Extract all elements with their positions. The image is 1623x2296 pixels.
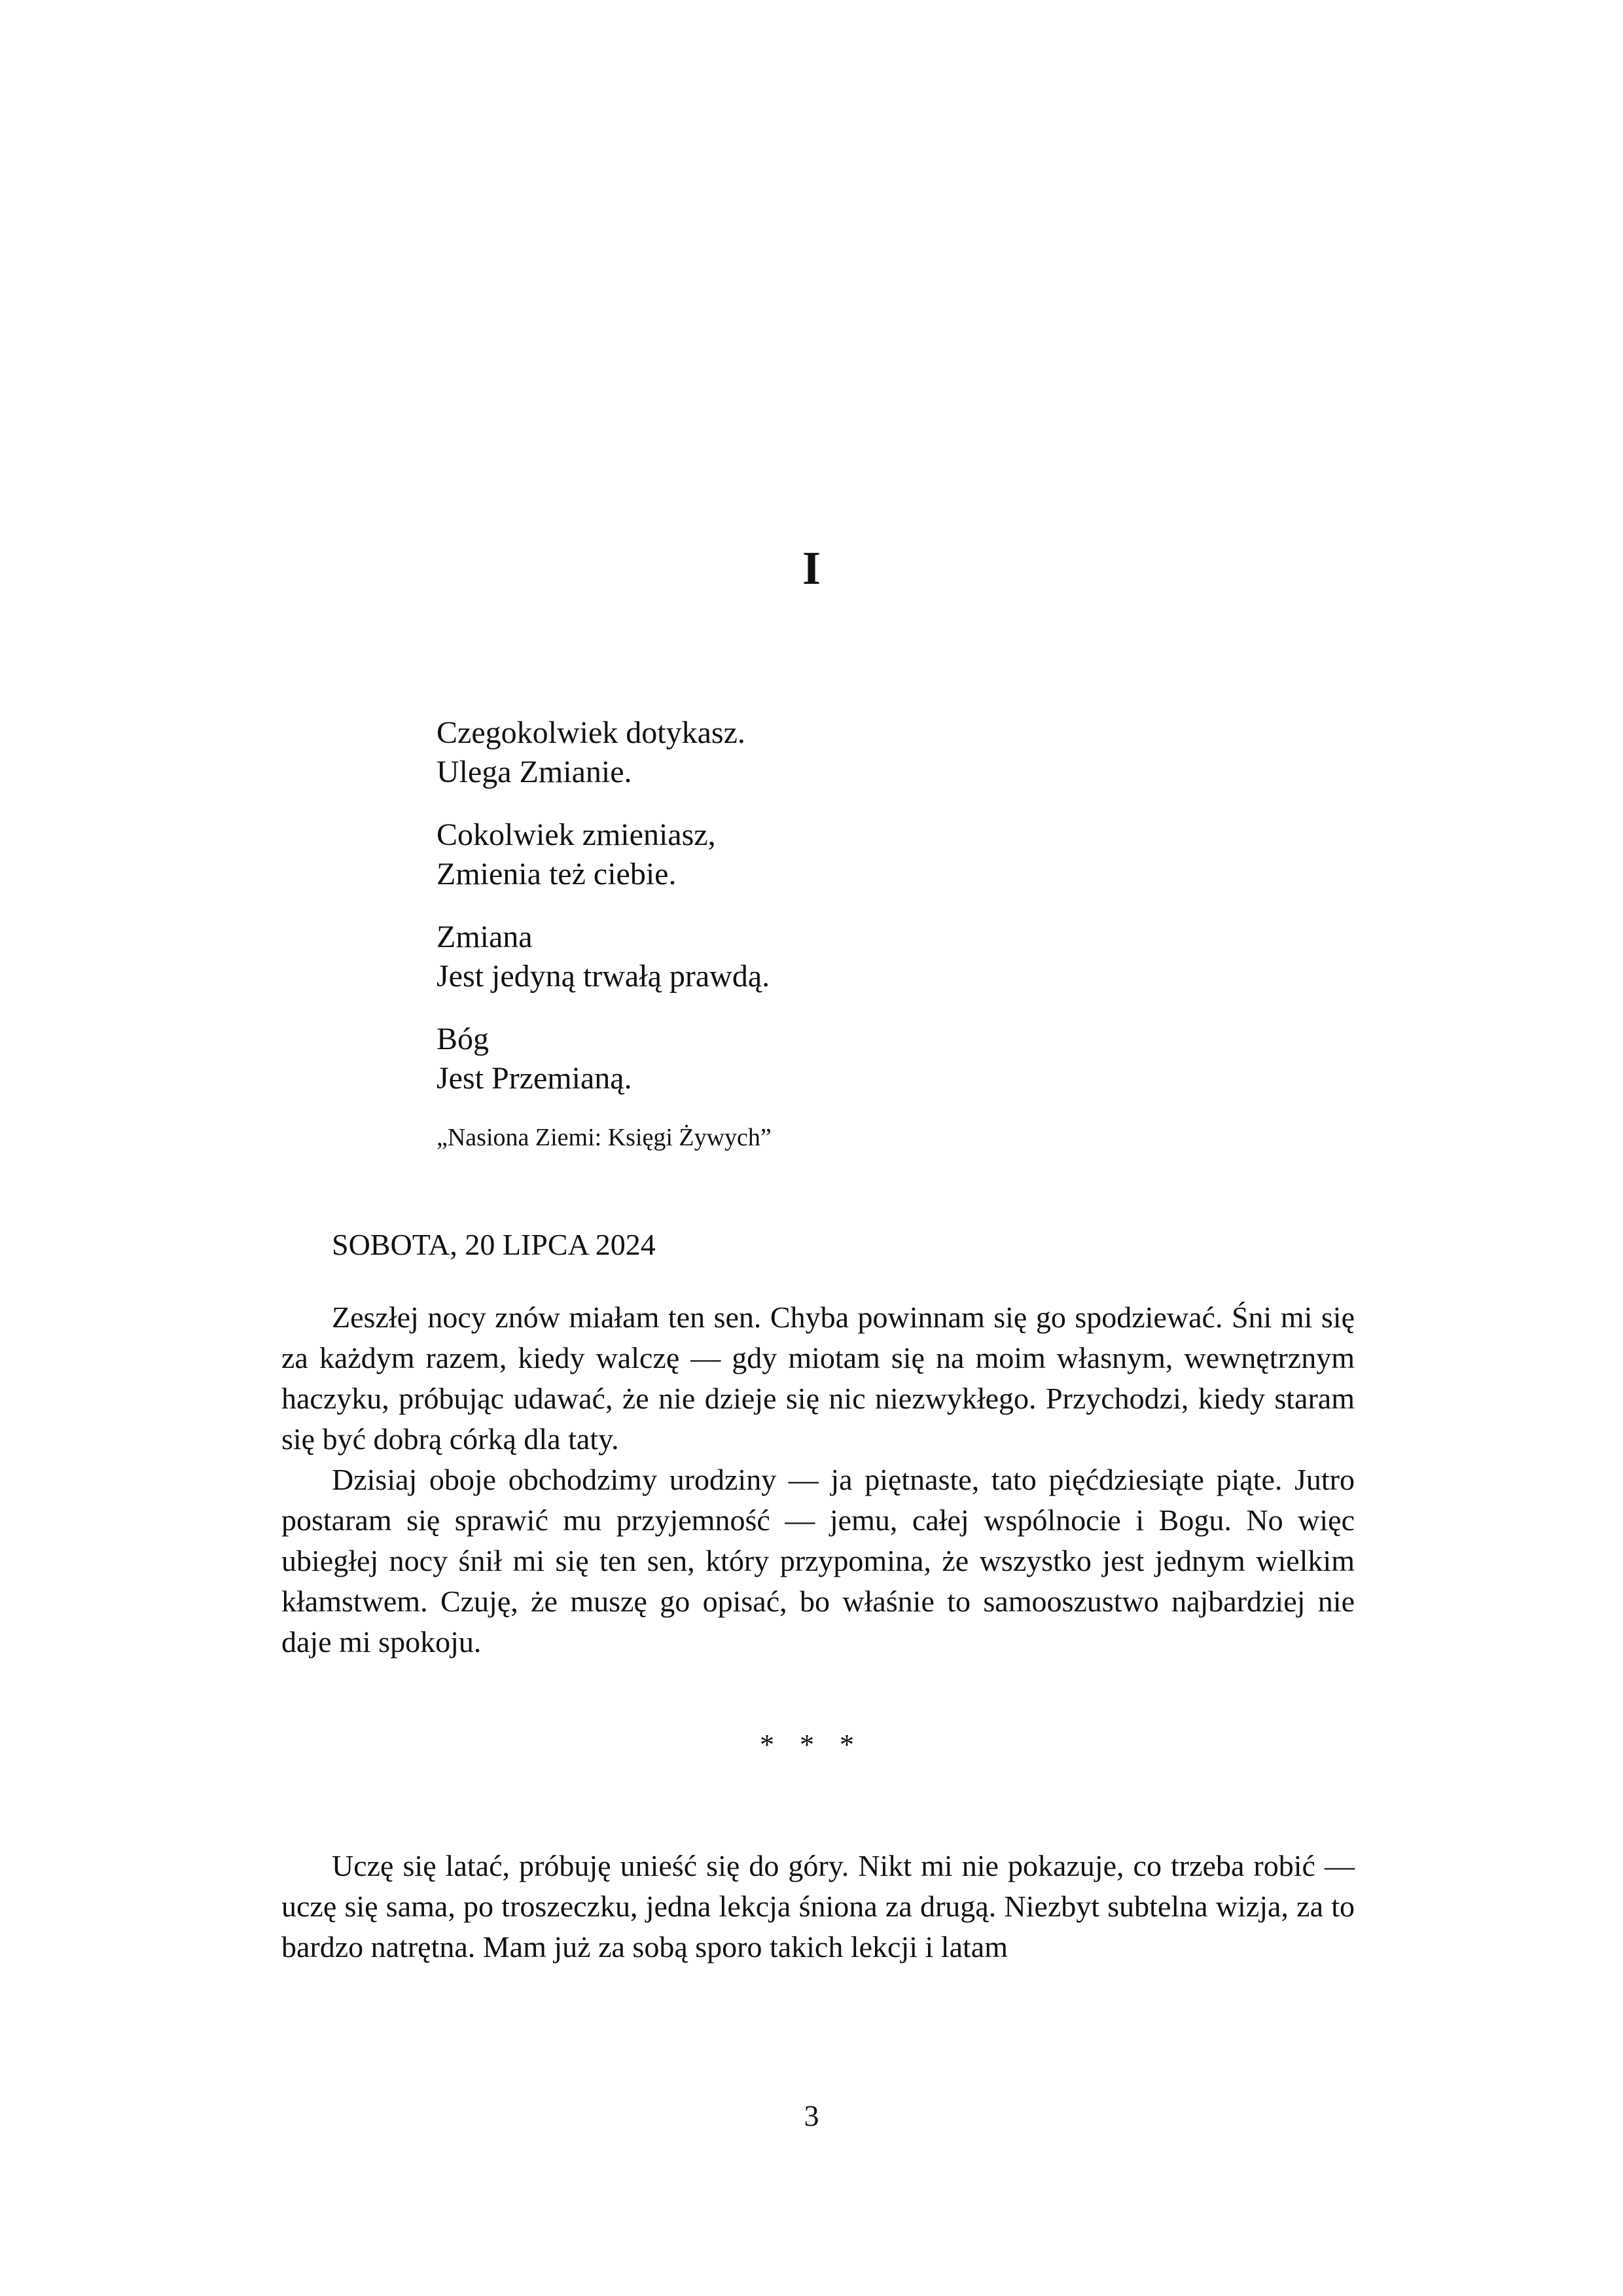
entry-date-heading: SOBOTA, 20 LIPCA 2024 xyxy=(332,1228,656,1261)
page-number: 3 xyxy=(804,2099,819,2132)
paragraph: Zeszłej nocy znów miałam ten sen. Chyba powinnam się go spodziewać. Śni mi się za każdym razem, kiedy walczę — gdy miotam się na moim własnym, wewnętrznym haczyku, próbując udawać, że nie dzieje się nic niezwykłego. Przychodzi, kiedy staram się być dobrą córką dla taty. xyxy=(281,1300,1355,1456)
section-separator: * * * xyxy=(760,1729,863,1761)
epigraph-line: Jest jedyną trwałą prawdą. xyxy=(437,959,770,994)
paragraph: Dzisiaj oboje obchodzimy urodziny — ja piętnaste, tato pięćdziesiąte piąte. Jutro postaram się sprawić mu przyjemność — jemu, całej wspólnocie i Bogu. No więc ubiegłej nocy śnił mi się ten sen, który przypomina, że wszystko jest jednym wielkim kłamstwem. Czuję, że muszę go opisać, bo właśnie to samooszustwo najbardziej nie daje mi spokoju. xyxy=(281,1463,1355,1659)
epigraph-stanza xyxy=(437,1020,1287,1098)
epigraph xyxy=(437,713,1287,1153)
epigraph-line: Cokolwiek zmieniasz, xyxy=(437,817,716,852)
epigraph-line: Ulega Zmianie. xyxy=(437,755,632,789)
entry-body xyxy=(281,1297,1355,1662)
paragraph: Uczę się latać, próbuję unieść się do góry. Nikt mi nie pokazuje, co trzeba robić — uczę się sama, po troszeczku, jedna lekcja śniona za drugą. Niezbyt subtelna wizja, za to bardzo natrętna. Mam już za sobą sporo takich lekcji i latam xyxy=(281,1849,1355,1964)
entry-continuation xyxy=(281,1846,1355,1967)
epigraph-line: Zmiana xyxy=(437,920,533,954)
epigraph-line: Zmienia też ciebie. xyxy=(437,857,677,891)
epigraph-line: Jest Przemianą. xyxy=(437,1061,632,1096)
chapter-number: I xyxy=(802,542,821,594)
epigraph-stanza xyxy=(437,713,1287,792)
epigraph-line: Bóg xyxy=(437,1022,490,1056)
epigraph-line: Czegokolwiek dotykasz. xyxy=(437,715,745,750)
epigraph-stanza xyxy=(437,918,1287,996)
epigraph-source: „Nasiona Ziemi: Księgi Żywych” xyxy=(437,1124,772,1151)
epigraph-stanza xyxy=(437,816,1287,894)
